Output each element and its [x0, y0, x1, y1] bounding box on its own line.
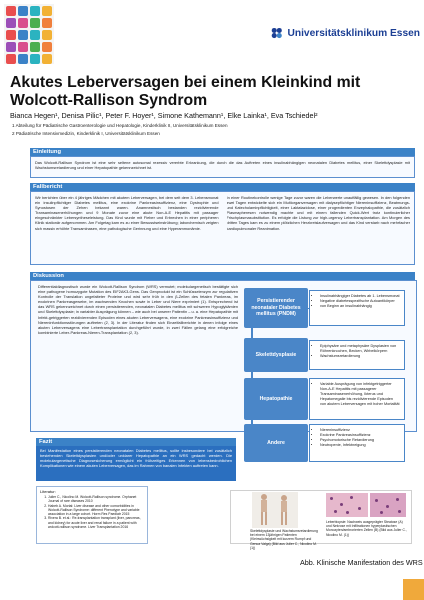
- literature-item: 2. Habeb A. Mortal: Liver disease and other comorbidities in Wolcott-Rallison Syndrome: different Phenotype and variable association in a large cohort. Horm Res Paediatr 2015: [48, 504, 144, 517]
- einleitung-box: [30, 156, 415, 178]
- leaf-item: • Wachstumsretardierung: [320, 354, 400, 359]
- diagram-node-pndm: Persistierender neonataler Diabetes mellitus (PNDM): [244, 288, 308, 328]
- fallbericht-text-col1: Wir berichten über ein 4 jähriges Mädchen mit akutem Leberversagen, bei dem seit dem 3. Lebensmonat ein insulinpflichtiger Diabetes mellitus, eine exokrine Pankreasinsuffizienz, eine Dystrophie und Synostosen der Zehen bekannt waren. Anamnestisch bestanden rezidivierende Transaminasenerhöhungen und 9 Monate zuvor eine akute Non-A-E Hepatitis mit passager eingeschränkter Lebersyntheseleistung. Das Kind wurde mit Fieber und Erbrechen in einer peripheren Klinik stationär aufgenommen. Am Folgetag kam es zu einer Bewusstseinstrübung; laborchemisch zeigten sich massiv erhöhte Transaminasen, eine pathologische Gerinnung und eine Hyperammonämie.: [35, 195, 219, 231]
- diagram-node-andere: Andere: [244, 424, 308, 462]
- fazit-heading: Fazit: [36, 438, 236, 446]
- leaf-item: • Negative diabetesspezifische Autoantikörper: [320, 299, 400, 304]
- leaf-item: • Psychomotorische Retardierung: [320, 438, 400, 443]
- affiliation-1: 1 Abteilung für Pädiatrische Gastroenterologie und Hepatologie, Kinderklinik II, Universitätsklinikum Essen: [12, 123, 228, 128]
- diagram-node-hepatopathie: Hepatopathie: [244, 378, 308, 420]
- liver-biopsy-image-b: [370, 493, 406, 517]
- fazit-text: Bei Manifestation eines persistierenden neonatalen Diabetes mellitus, sollte insbesondere bei zusätzlich bestehenden Skelettdysplasien und/oder unklarer Hepatopathie an ein WRS gedacht werden. Die molekulargenetische Diagnosesicherung ermöglicht ein frühzeitiges Erkennen von lebensbedrohlichen Komplikationen wie einem akuten Leberversagen, das im Rahmen von banalen Infekten auftreten kann.: [40, 448, 232, 469]
- child-figure-icon: [252, 492, 298, 528]
- mosaic-cell: [18, 30, 28, 40]
- mosaic-cell: [30, 54, 40, 64]
- diskussion-text: Differentialdiagnostisch wurde ein Wolcott-Rallison Syndrom (WRS) vermutet; molekulargenetisch bestätigte sich eine pathogene homozygote Mutation des EIF2AK3-Gens. Das Genprodukt ist ein Schlüsselenzym zur regulativen Kontrolle der Translation ungefalteter Proteine und wird sehr früh in den β-Zellen des fetalen Pankreas, im exokrinen Pankreasgewebe, im wachsenden Knochen sowie in Leber und Niere exprimiert (1). Entsprechend ist das WRS gekennzeichnet durch einen persistierenden, neonatalen Diabetes mellitus mit schweren Hypoglykämien und Skelettdysplasie; in variabler Ausprägung können – wie auch bei unserer Patientin – u. a. eine Hepatopathie mit Infekt-getriggerten rezidivierenden Episoden eines akuten Leberversagens, eine exokrine Pankreasinsuffizienz und Niereninfunktionsstörungen auftreten (2, 3). In der Literatur finden sich Einzelfallberichte in denen infolge eines akuten Leberversagens eine Lebertransplantation durchgeführt wurde, in zwei Fällen gelang eine erfolgreiche kombinierte Leber-Pankreas-Nieren-Transplantation (2, 3).: [38, 284, 238, 335]
- fazit-box: [36, 446, 236, 481]
- fallbericht-text-col2: In einer Routinekontrolle wenige Tage zuvor waren die Leberwerte unauffällig gewesen. In den folgenden zwei Tagen entwickelte sich ein Multiorganversagen mit dialysepflichtiger Niereninsuffizienz, Beatmungs- und Katecholaminpflichtigkeit, einer Laktatazidose, einer progredienten Enzephalopathie, die zusätzlich Plasmapheresen notwendig machte und mit einem fallenden Quick-Wert trotz kontinuierlicher Frischplasmasubstitution. Es erfolgte die Listung zur high-urgency Lebertransplantation. Am Morgen des dritten Tages kam es zu einem plötzlichen Herzkreislaufversagen und das Kind verstarb nach mehrfacher kardiopulmonaler Reanimation.: [226, 195, 410, 231]
- einleitung-text: Das Wolcott-Rallison Syndrom ist eine sehr seltene autosomal rezessiv vererbte Erkrankung, die durch die das Auftreten eines insulinabhängigen neonatalen Diabetes mellitus, einer Skelettdysplasie mit Wachstumsretardierung und einer Hepatopathie gekennzeichnet ist.: [35, 160, 410, 171]
- mosaic-cell: [30, 6, 40, 16]
- leaf-item: • Niereninsuffizienz: [320, 428, 400, 433]
- figure-main-caption: Abb. Klinische Manifestation des WRS: [300, 558, 423, 567]
- poster-title: Akutes Leberversagen bei einem Kleinkind mit Wolcott-Rallison Syndrom: [10, 74, 361, 109]
- mosaic-cell: [6, 6, 16, 16]
- literature-item: 1. Julier C., Nicolino M. Wolcott-Rallison syndrome. Orphanet Journal of rare diseases 2010: [48, 495, 144, 504]
- diskussion-heading: Diskussion: [30, 272, 415, 280]
- literature-item: 3. Rivera B. et al.: Re-transplantation transplant (liver, pancreas, and kidney) for acute liver and renal failure in a patient with wolcott-rallison syndrome. Liver Transplantation 2016: [48, 516, 144, 529]
- fallbericht-heading: Fallbericht: [30, 183, 415, 191]
- leaf-item: • Insulinabhängiger Diabetes ab 1. Lebensmonat: [320, 294, 400, 299]
- mosaic-cell: [18, 54, 28, 64]
- patient-photo-image: [252, 492, 298, 528]
- fallbericht-box: [30, 191, 415, 265]
- logo-text: Universitätsklinikum Essen: [287, 27, 420, 39]
- mosaic-cell: [6, 54, 16, 64]
- leaf-item: • Exokrine Pankreasinsuffizienz: [320, 433, 400, 438]
- einleitung-heading: Einleitung: [30, 148, 415, 156]
- liver-biopsy-image-a: [326, 493, 368, 517]
- mosaic-cell: [42, 6, 52, 16]
- mosaic-cell: [30, 30, 40, 40]
- mosaic-cell: [30, 18, 40, 28]
- figure-caption-right: Leberbiopsie: Nachweis ausgeprägter Steatose (A) und Nekrose mit Infiltrationen hyperplastischen Monozyten/ambrorierten Zellen (B) (Bild aus Julier C., Nicolino M. (1)): [326, 520, 407, 537]
- diagram-node-skelettdysplasie: Skelettdysplasie: [244, 338, 308, 372]
- diagram-leaf-hepatopathie: [309, 378, 405, 420]
- leaf-item: • Neutropenie, Infektneigung: [320, 443, 400, 448]
- university-logo: [270, 24, 420, 42]
- mosaic-cell: [30, 42, 40, 52]
- literature-title: Literatur:: [40, 489, 56, 494]
- mosaic-cell: [18, 18, 28, 28]
- figure-caption-left: Skelettdysplasie und Wachstumsretardierung bei einem 13jährigen Patienten (Kleinwüchsigkeit mit kurzem Rumpf und Genua Valga) (Bild aus Julier C., Nicolino M. (1)): [250, 529, 318, 550]
- leaf-item: • Epiphysäre und metaphysäre Dysplasien von Röhrenknochen, Becken, Wirbelkörpern: [320, 344, 400, 354]
- diagram-leaf-pndm: [309, 290, 405, 326]
- literature-box: [36, 486, 148, 544]
- mosaic-cell: [6, 30, 16, 40]
- mosaic-cell: [6, 42, 16, 52]
- corner-accent: [403, 579, 424, 600]
- affiliation-2: 2 Pädiatrische Intensivmedizin, Kinderklinik I, Universitätsklinikum Essen: [12, 131, 160, 136]
- diagram-leaf-andere: [309, 424, 405, 462]
- leaf-item: • von Beginn an insulinabhängig: [320, 304, 400, 309]
- mosaic-cell: [42, 54, 52, 64]
- mosaic-cell: [18, 42, 28, 52]
- leaf-item: • Variable Ausprägung von infektgetriggerter Non-A-E Hepatitis mit passagerer Transaminasenerhöhung, Ikterus und Hepatomegalie bis rezidivierende Episoden von akutem Leberversagen mit hoher Mortalität: [320, 382, 400, 407]
- mosaic-cell: [42, 42, 52, 52]
- mosaic-cell: [42, 18, 52, 28]
- mosaic-cell: [42, 30, 52, 40]
- diagram-leaf-skelettdysplasie: [309, 340, 405, 370]
- logo-mark-icon: [270, 25, 284, 41]
- mosaic-cell: [6, 18, 16, 28]
- authors-line: Bianca Hegen¹, Denisa Pilic¹, Peter F. Hoyer¹, Simone Kathemann¹, Elke Lainka¹, Eva Tschiedel²: [10, 111, 318, 120]
- header-mosaic-image: [4, 4, 54, 64]
- mosaic-cell: [18, 6, 28, 16]
